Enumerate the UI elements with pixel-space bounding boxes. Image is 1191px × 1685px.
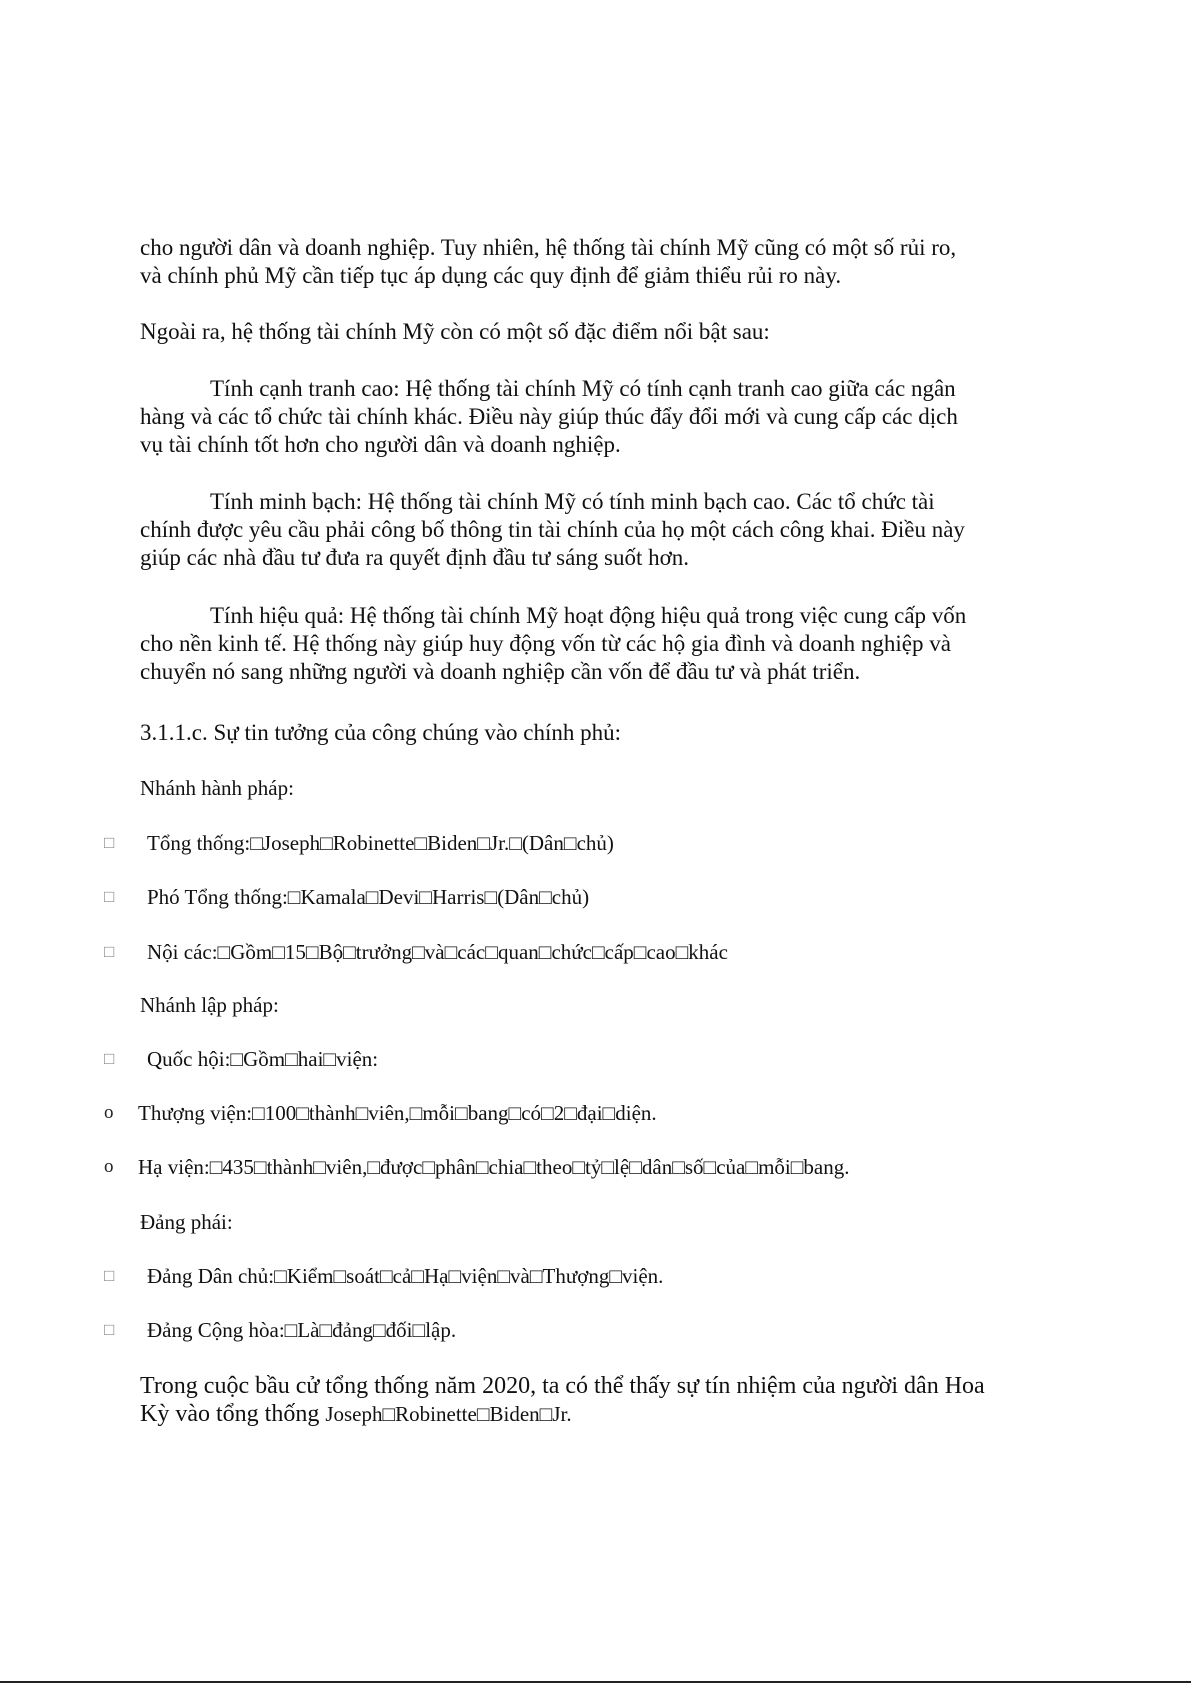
feature-competition-line-1: Tính cạnh tranh cao: Hệ thống tài chính Mỹ có tính cạnh tranh cao giữa các ngân xyxy=(210,376,956,401)
feature-transparency-line-3: giúp các nhà đầu tư đưa ra quyết định đầu tư sáng suốt hơn. xyxy=(140,545,690,570)
feature-efficiency-line-1: Tính hiệu quả: Hệ thống tài chính Mỹ hoạt động hiệu quả trong việc cung cấp vốn xyxy=(210,603,967,628)
bullet-icon: □ xyxy=(104,887,115,906)
legislative-subitem-house: Hạ viện:□435□thành□viên,□được□phân□chia□theo□tỷ□lệ□dân□số□của□mỗi□bang. xyxy=(138,1155,850,1179)
closing-line-2 xyxy=(140,1400,572,1428)
bullet-icon: □ xyxy=(104,1266,115,1285)
feature-transparency-line-2: chính được yêu cầu phải công bố thông tin tài chính của họ một cách công khai. Điều này xyxy=(140,517,965,542)
bullet-icon: □ xyxy=(104,833,115,852)
bullet-icon: □ xyxy=(104,942,115,961)
feature-efficiency-line-2: cho nền kinh tế. Hệ thống này giúp huy động vốn từ các hộ gia đình và doanh nghiệp và xyxy=(140,631,951,656)
executive-item-president: Tổng thống:□Joseph□Robinette□Biden□Jr.□(Dân□chủ) xyxy=(147,831,614,855)
bullet-icon: □ xyxy=(104,1320,115,1339)
feature-efficiency-line-3: chuyển nó sang những người và doanh nghiệp cần vốn để đầu tư và phát triển. xyxy=(140,659,861,684)
legislative-item-congress: Quốc hội:□Gồm□hai□viện: xyxy=(147,1047,379,1071)
executive-heading: Nhánh hành pháp: xyxy=(140,776,294,800)
closing-line-2-text: Kỳ vào tổng thống xyxy=(140,1401,326,1427)
sub-bullet-icon: o xyxy=(104,1102,114,1123)
closing-line-1: Trong cuộc bầu cử tổng thống năm 2020, ta có thể thấy sự tín nhiệm của người dân Hoa xyxy=(140,1373,985,1399)
feature-transparency-line-1: Tính minh bạch: Hệ thống tài chính Mỹ có tính minh bạch cao. Các tổ chức tài xyxy=(210,489,935,514)
party-item-democratic: Đảng Dân chủ:□Kiểm□soát□cả□Hạ□viện□và□Thượng□viện. xyxy=(147,1264,664,1288)
parties-heading: Đảng phái: xyxy=(140,1210,233,1234)
closing-president-name: Joseph□Robinette□Biden□Jr. xyxy=(325,1402,572,1426)
section-heading: 3.1.1.c. Sự tin tưởng của công chúng vào chính phủ: xyxy=(140,720,622,745)
page-bottom-rule xyxy=(0,1681,1191,1683)
paragraph-2: Ngoài ra, hệ thống tài chính Mỹ còn có một số đặc điểm nổi bật sau: xyxy=(140,319,770,344)
feature-competition-line-2: hàng và các tổ chức tài chính khác. Điều này giúp thúc đẩy đổi mới và cung cấp các dịch xyxy=(140,404,958,429)
sub-bullet-icon: o xyxy=(104,1156,114,1177)
executive-item-cabinet: Nội các:□Gồm□15□Bộ□trưởng□và□các□quan□chức□cấp□cao□khác xyxy=(147,940,728,964)
feature-competition-line-3: vụ tài chính tốt hơn cho người dân và doanh nghiệp. xyxy=(140,432,621,457)
party-item-republican: Đảng Cộng hòa:□Là□đảng□đối□lập. xyxy=(147,1318,457,1342)
paragraph-1-line-1: cho người dân và doanh nghiệp. Tuy nhiên, hệ thống tài chính Mỹ cũng có một số rủi ro, xyxy=(140,235,957,260)
bullet-icon: □ xyxy=(104,1049,115,1068)
paragraph-1-line-2: và chính phủ Mỹ cần tiếp tục áp dụng các quy định để giảm thiểu rủi ro này. xyxy=(140,263,842,288)
legislative-subitem-senate: Thượng viện:□100□thành□viên,□mỗi□bang□có□2□đại□diện. xyxy=(138,1101,657,1125)
executive-item-vice-president: Phó Tổng thống:□Kamala□Devi□Harris□(Dân□chủ) xyxy=(147,885,590,909)
legislative-heading: Nhánh lập pháp: xyxy=(140,993,279,1017)
